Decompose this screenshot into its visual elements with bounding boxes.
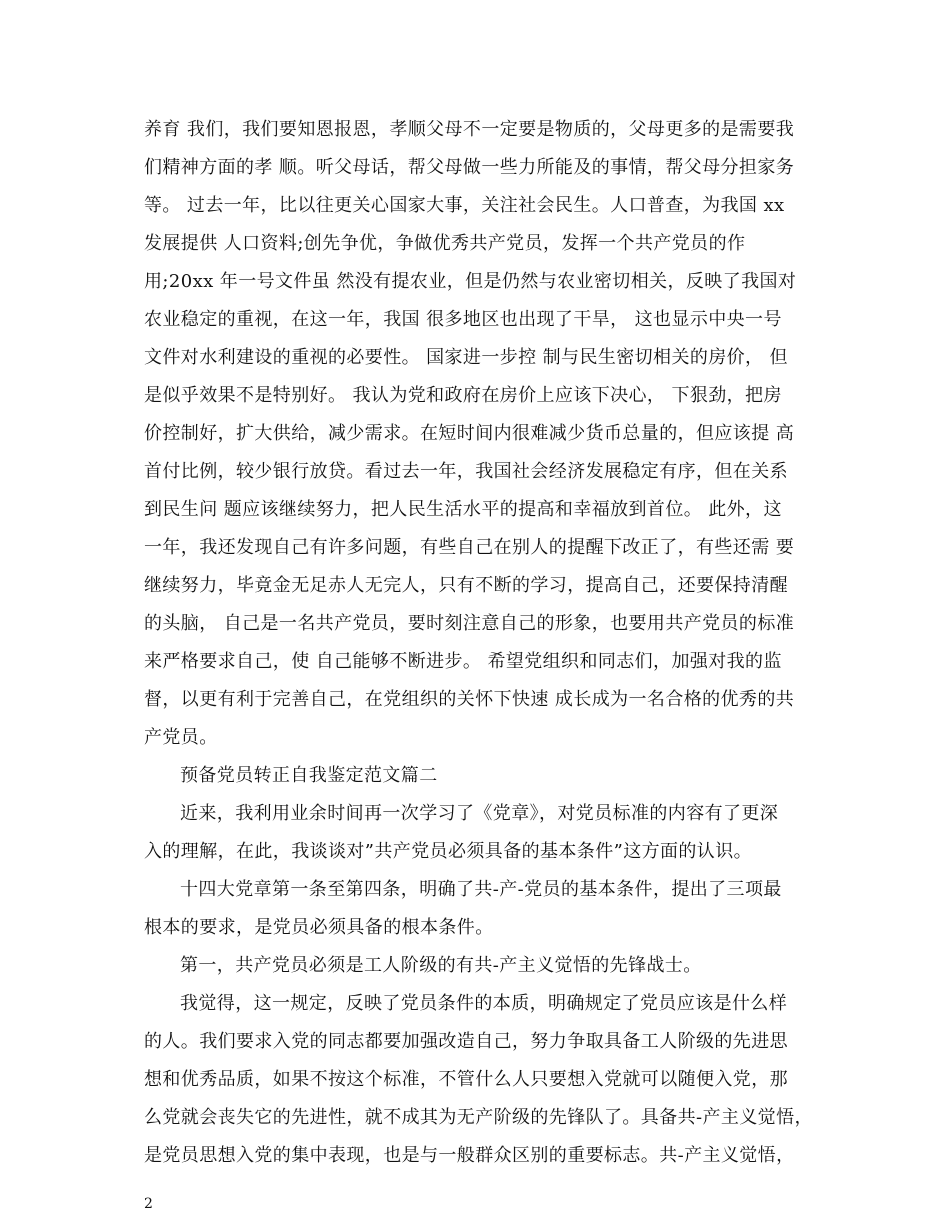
paragraph-start: 近来，我利用业余时间再一次学习了《党章》，对党员标准的内容有了更深 [180, 803, 779, 824]
paragraph-start: 十四大党章第一条至第四条，明确了共-产-党员的基本条件，提出了三项最 [180, 879, 782, 900]
text-line: 首付比例，较少银行放贷。看过去一年，我国社会经济发展稳定有序，但在关系 [144, 461, 788, 482]
page-number: 2 [144, 1196, 153, 1212]
paragraph-start: 第一，共产党员必须是工人阶级的有共-产主义觉悟的先锋战士。 [180, 955, 702, 976]
text-line: 发展提供 人口资料;创先争优，争做优秀共产党员，发挥一个共产党员的作 [144, 233, 746, 254]
text-line: 是党员思想入党的集中表现，也是与一般群众区别的重要标志。共-产主义觉悟， [144, 1145, 795, 1166]
text-line: 想和优秀品质，如果不按这个标准，不管什么人只要想入党就可以随便入党，那 [144, 1069, 788, 1090]
text-line: 用;20xx 年一号文件虽 然没有提农业，但是仍然与农业密切相关，反映了我国对 [144, 271, 797, 292]
text-line: 到民生问 题应该继续努力，把人民生活水平的提高和幸福放到首位。 此外，这 [144, 499, 782, 520]
text-line: 入的理解，在此，我谈谈对”共产党员必须具备的基本条件”这方面的认识。 [144, 841, 753, 862]
text-line: 一年，我还发现自己有许多问题，有些自己在别人的提醒下改正了，有些还需 要 [144, 537, 795, 558]
text-line: 继续努力，毕竟金无足赤人无完人，只有不断的学习，提高自己，还要保持清醒 [144, 575, 788, 596]
text-line: 的头脑， 自己是一名共产党员，要时刻注意自己的形象，也要用共产党员的标准 [144, 613, 795, 634]
text-line: 价控制好，扩大供给，减少需求。在短时间内很难减少货币总量的，但应该提 高 [144, 423, 795, 444]
text-line: 督，以更有利于完善自己，在党组织的关怀下快速 成长成为一名合格的优秀的共 [144, 689, 795, 710]
text-line: 根本的要求，是党员必须具备的根本条件。 [144, 917, 494, 938]
text-line: 是似乎效果不是特别好。 我认为党和政府在房价上应该下决心， 下狠劲，把房 [144, 385, 782, 406]
text-line: 文件对水利建设的重视的必要性。 国家进一步控 制与民生密切相关的房价， 但 [144, 347, 788, 368]
section-heading: 预备党员转正自我鉴定范文篇二 [180, 765, 438, 786]
text-line: 产党员。 [144, 727, 218, 748]
text-line: 等。 过去一年，比以往更关心国家大事，关注社会民生。人口普查，为我国 xx [144, 195, 785, 216]
text-line: 来严格要求自己，使 自己能够不断进步。 希望党组织和同志们，加强对我的监 [144, 651, 782, 672]
paragraph-start: 我觉得，这一规定，反映了党员条件的本质，明确规定了党员应该是什么样 [180, 993, 788, 1014]
text-line: 么党就会丧失它的先进性，就不成其为无产阶级的先锋队了。具备共-产主义觉悟， [144, 1107, 813, 1128]
text-line: 农业稳定的重视，在这一年，我国 很多地区也出现了干旱， 这也显示中央一号 [144, 309, 782, 330]
text-line: 们精神方面的孝 顺。听父母话，帮父母做一些力所能及的事情，帮父母分担家务 [144, 157, 795, 178]
text-line: 养育 我们，我们要知恩报恩，孝顺父母不一定要是物质的，父母更多的是需要我 [144, 119, 795, 140]
text-line: 的人。我们要求入党的同志都要加强改造自己，努力争取具备工人阶级的先进思 [144, 1031, 788, 1052]
